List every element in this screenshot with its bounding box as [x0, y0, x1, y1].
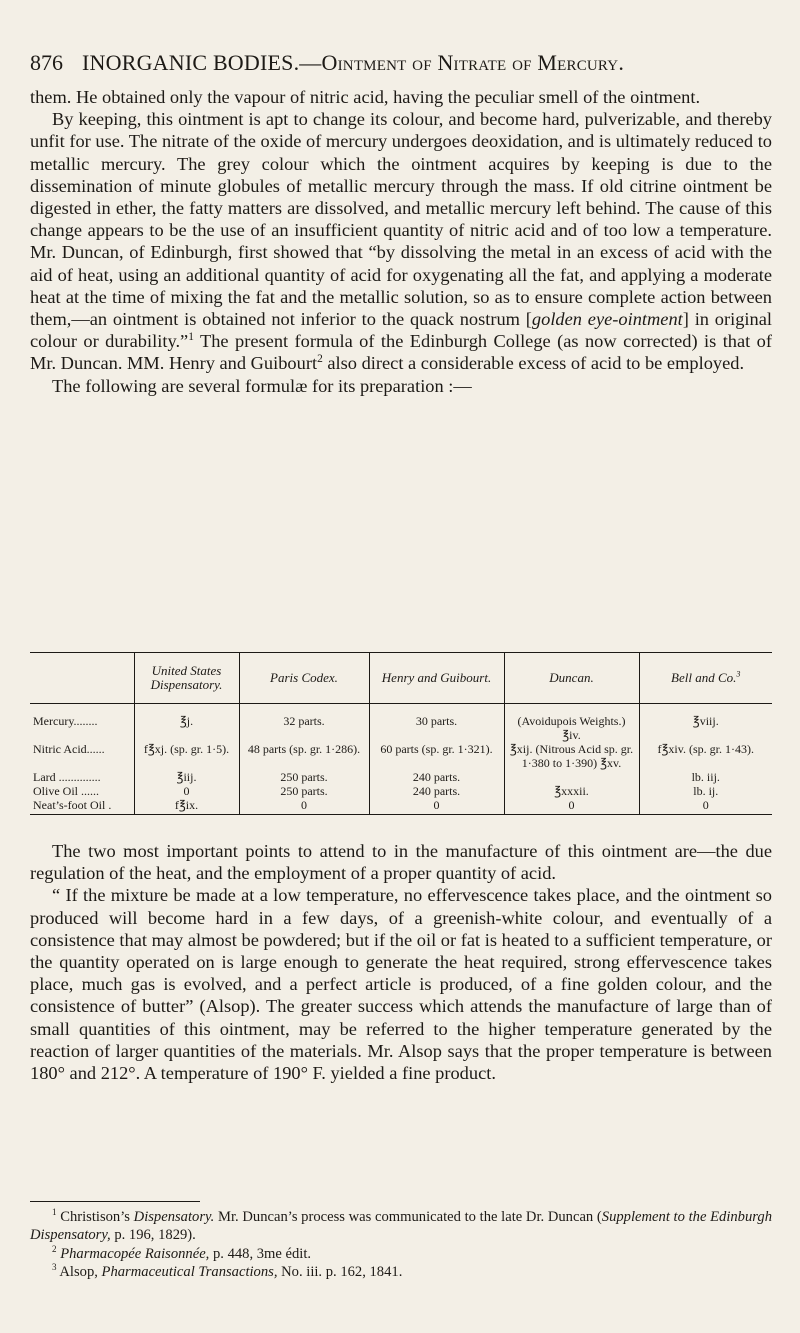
- cell-hg: 30 parts.: [369, 704, 504, 743]
- table-row: [30, 770, 772, 784]
- fn-text: Alsop,: [59, 1263, 102, 1280]
- cell-paris: 32 parts.: [239, 704, 369, 743]
- header-bell: Bell and Co.$^3$: [639, 653, 772, 704]
- body-text-top: [30, 86, 772, 397]
- cell-duncan: ℥xij. (Nitrous Acid sp. gr. 1·380 to 1·390) ℥xv.: [504, 742, 639, 770]
- cell-duncan: ℥xxxii.: [504, 784, 639, 798]
- fn-text: Mr. Duncan’s process was communicated to the late Dr. Duncan (: [214, 1209, 602, 1225]
- fn-text: p. 196, 1829).: [110, 1227, 196, 1244]
- paragraph-3: The following are several formulæ for its preparation :—: [52, 375, 472, 396]
- cell-bell: ℥viij.: [639, 704, 772, 743]
- table-row: [30, 742, 772, 770]
- cell-bell: f℥xiv. (sp. gr. 1·43).: [639, 742, 772, 770]
- title-main: INORGANIC BODIES.—: [82, 50, 322, 75]
- fn-mark: 1: [52, 1207, 57, 1218]
- row-label: Lard ..............: [33, 770, 101, 784]
- footnote-rule: [30, 1201, 200, 1202]
- row-label: Olive Oil ......: [33, 784, 99, 798]
- header-usd: United States Dispensatory.: [134, 653, 239, 704]
- cell-bell: lb. iij.: [639, 770, 772, 784]
- p2-text-a: By keeping, this ointment is apt to change its colour, and become hard, pulverizable, and thereby unfit for use. The nitrate of the oxide of mercury undergoes deoxidation, and is ultimately reduced to metallic mercury. The grey colour which the ointment acquires by keeping is due to the dissemination of minute globules of metallic mercury through the mass. If old citrine ointment be digested in ether, the fatty matters are dissolved, and metallic mercury left behind. The cause of this change appears to be the use of an insufficient quantity of nitric acid and of too low a temperature. Mr. Duncan, of Edinburgh, first showed that “by dissolving the metal in an excess of acid with the aid of heat, using an additional quantity of acid for oxygenating all the fat, and applying a moderate heat at the time of mixing the fat and the metallic solution, so as to ensure complete action between them,—an ointment is obtained not inferior to the quack nostrum [: [30, 109, 772, 330]
- row-label: Neat’s-foot Oil .: [30, 798, 134, 815]
- formulae-table: [30, 652, 772, 832]
- footnotes: [30, 1208, 772, 1281]
- paragraph-2: [30, 108, 772, 374]
- cell-paris: 250 parts.: [239, 784, 369, 798]
- fn-mark: 3: [52, 1262, 57, 1273]
- page-title: [82, 50, 624, 76]
- fn-text: p. 448, 3me édit.: [209, 1245, 312, 1262]
- footnote-2: [30, 1245, 772, 1263]
- p2-text-c: The present formula of the Edinburgh College (as now corrected) is that of Mr. Duncan. MM. Henry and Guibourt: [30, 331, 773, 374]
- header-duncan: Duncan.: [504, 653, 639, 704]
- cell-duncan: 0: [504, 798, 639, 815]
- footnote-ref-1: 1: [188, 331, 194, 344]
- fn-italic: Pharmaceutical Transactions,: [101, 1263, 278, 1280]
- table-row: [30, 784, 772, 798]
- page-number: 876: [30, 50, 63, 75]
- paragraph-5: “ If the mixture be made at a low temperature, no effervescence takes place, and the ointment so produced will become hard in a few days, of a greenish-white colour, and eventually of a consistence that may almost be powdered; but if the oil or fat is heated to a sufficient temperature, or the quantity operated on is large enough to generate the heat required, strong effervescence takes place, much gas is evolved, and a perfect article is produced, of a fine golden colour, and the consistence of butter” (Alsop). The greater success which attends the manufacture of large than of small quantities of this ointment, may be referred to the higher temperature generated by the reaction of larger quantities of the materials. Mr. Alsop says that the proper temperature is between 180° and 212°. A temperature of 190° F. yielded a fine product.: [30, 885, 772, 1084]
- cell-usd: ℥iij.: [134, 770, 239, 784]
- cell-usd: 0: [134, 784, 239, 798]
- fn-italic: Pharmacopée Raisonnée,: [60, 1245, 210, 1262]
- footnote-3: [30, 1263, 772, 1281]
- cell-duncan: (Avoidupois Weights.) ℥iv.: [504, 704, 639, 743]
- cell-usd: f℥xj. (sp. gr. 1·5).: [134, 742, 239, 770]
- fn-text: No. iii. p. 162, 1841.: [277, 1263, 403, 1280]
- table-row: [30, 704, 772, 743]
- cell-bell: 0: [639, 798, 772, 815]
- header-henry-guibourt: Henry and Guibourt.: [369, 653, 504, 704]
- cell-hg: 240 parts.: [369, 784, 504, 798]
- footnote-ref-2: 2: [317, 353, 323, 366]
- row-label: Mercury........: [33, 714, 98, 728]
- running-header: [30, 50, 772, 80]
- fn-italic: Supplement to the Edinburgh Dispensatory,: [30, 1209, 772, 1244]
- fn-italic: Dispensatory.: [133, 1209, 215, 1225]
- title-sub: Ointment of Nitrate of Mercury.: [321, 50, 625, 75]
- table-row: [30, 798, 772, 815]
- cell-paris: 48 parts (sp. gr. 1·286).: [239, 742, 369, 770]
- cell-paris: 250 parts.: [239, 770, 369, 784]
- paragraph-1: them. He obtained only the vapour of nitric acid, having the peculiar smell of the ointment.: [30, 87, 701, 107]
- cell-hg: 240 parts.: [369, 770, 504, 784]
- cell-duncan: [504, 770, 639, 784]
- paragraph-4: The two most important points to attend to in the manufacture of this ointment are—the due regulation of the heat, and the employment of a proper quantity of acid.: [30, 841, 772, 884]
- cell-usd: ℥j.: [134, 704, 239, 743]
- cell-paris: 0: [239, 798, 369, 815]
- header-blank: [30, 653, 134, 704]
- cell-usd: f℥ix.: [134, 798, 239, 815]
- fn-text: Christison’s: [60, 1209, 134, 1225]
- cell-hg: 0: [369, 798, 504, 815]
- footnote-ref-3: 3: [736, 669, 741, 679]
- body-text-bottom: [30, 840, 772, 1084]
- p2-italic: golden eye-ointment: [531, 309, 683, 330]
- row-label: Nitric Acid......: [33, 742, 105, 756]
- header-paris: Paris Codex.: [239, 653, 369, 704]
- p2-text-b: ] in original colour or durability.”: [30, 309, 773, 352]
- p2-text-d: also direct a considerable excess of acid to be employed.: [322, 353, 745, 374]
- footnote-1: [30, 1208, 772, 1245]
- cell-hg: 60 parts (sp. gr. 1·321).: [369, 742, 504, 770]
- cell-bell: lb. ij.: [639, 784, 772, 798]
- fn-mark: 2: [52, 1243, 57, 1254]
